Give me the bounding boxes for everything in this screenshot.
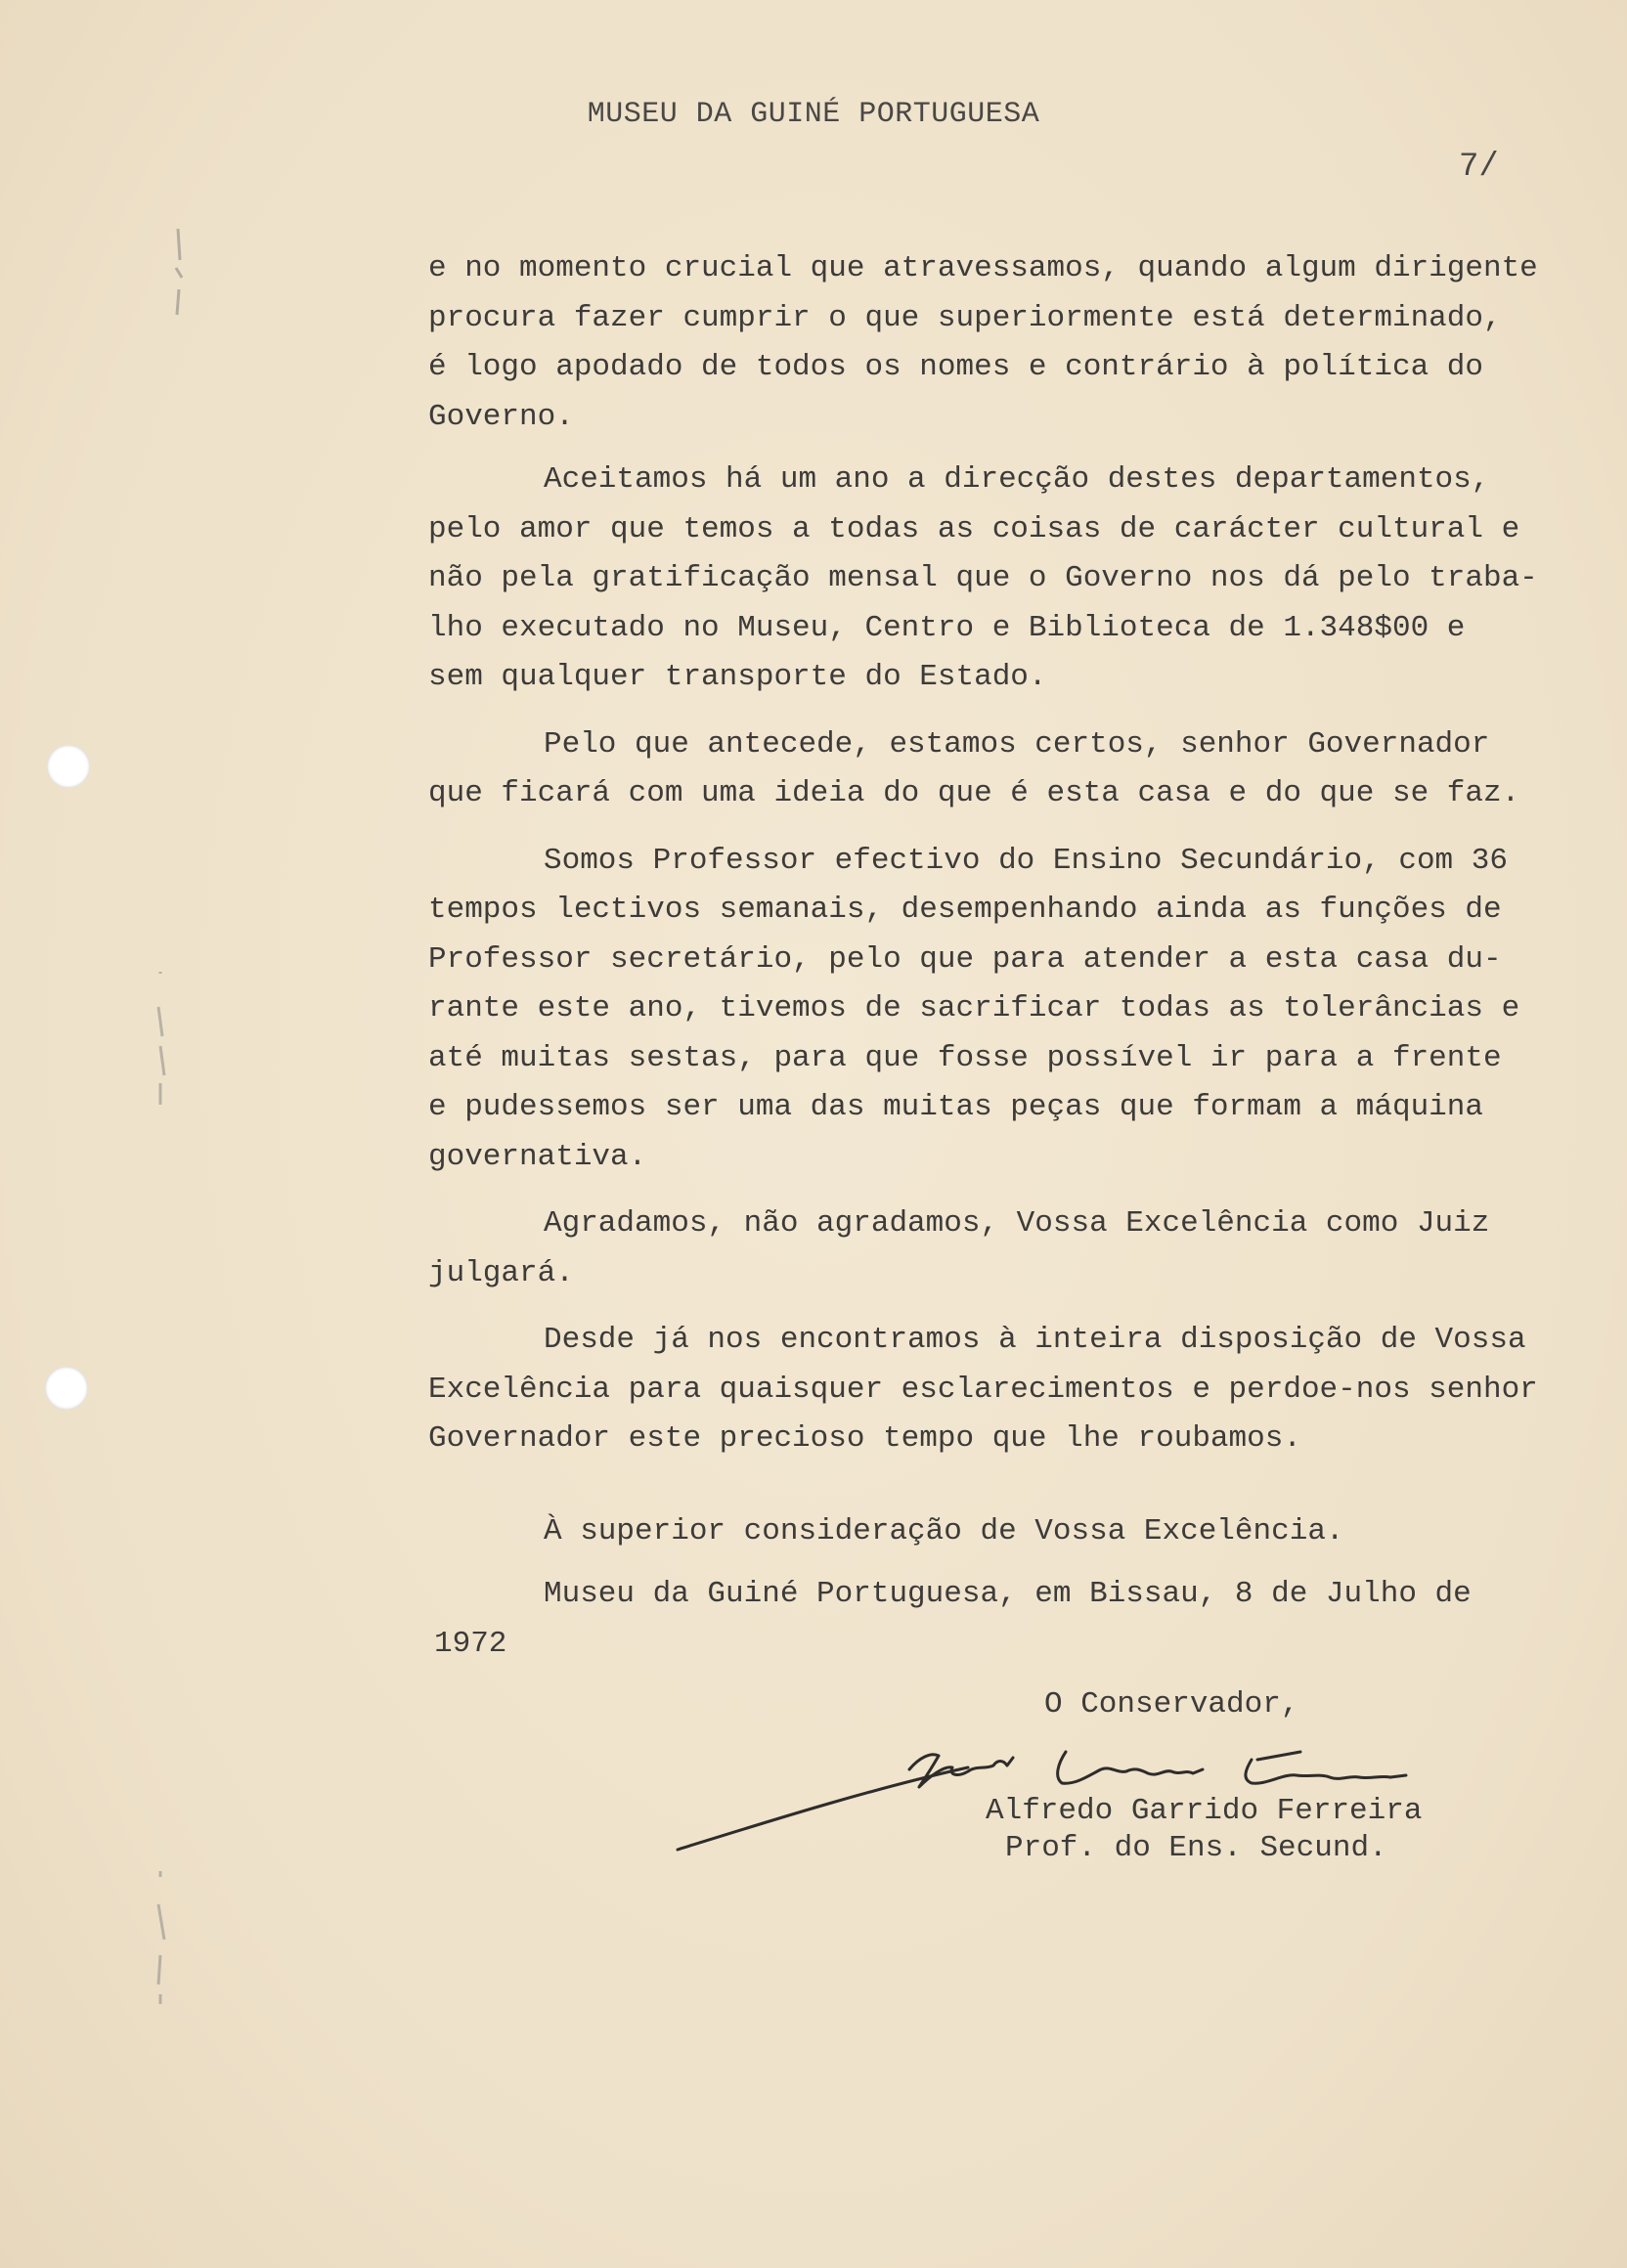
text-line: lho executado no Museu, Centro e Biblioteca de 1.348$00 e xyxy=(428,610,1466,645)
text-line: julgará. xyxy=(428,1255,574,1290)
text-line: que ficará com uma ideia do que é esta casa e do que se faz. xyxy=(428,776,1520,810)
text-line: Professor secretário, pelo que para atender a esta casa du- xyxy=(428,941,1502,977)
punch-hole-top xyxy=(47,745,90,788)
text-line: Aceitamos há um ano a direcção destes departamentos, xyxy=(544,462,1490,497)
text-line: Desde já nos encontramos à inteira disposição de Vossa xyxy=(544,1323,1526,1357)
paragraph-1 xyxy=(428,244,1621,442)
text-line: rante este ano, tivemos de sacrificar todas as tolerâncias e xyxy=(428,991,1520,1025)
text-line: Excelência para quaisquer esclarecimentos e perdoe-nos senhor xyxy=(428,1372,1538,1407)
paragraph-6 xyxy=(428,1316,1621,1464)
text-line: Governo. xyxy=(428,399,574,434)
letter-body xyxy=(428,244,1621,1669)
text-line: sem qualquer transporte do Estado. xyxy=(428,660,1047,694)
text-line: e pudessemos ser uma das muitas peças que formam a máquina xyxy=(428,1090,1483,1124)
text-line: pelo amor que temos a todas as coisas de carácter cultural e xyxy=(428,511,1520,546)
signatory-block xyxy=(986,1793,1422,1867)
text-line: Agradamos, não agradamos, Vossa Excelência como Juiz xyxy=(544,1206,1490,1241)
paragraph-8-dateline xyxy=(428,1570,1621,1669)
text-line: Pelo que antecede, estamos certos, senhor Governador xyxy=(544,726,1490,762)
text-line: tempos lectivos semanais, desempenhando ainda as funções de xyxy=(428,893,1502,927)
text-line: Museu da Guiné Portuguesa, em Bissau, 8 de Julho de xyxy=(544,1577,1472,1611)
letterhead-title: MUSEU DA GUINÉ PORTUGUESA xyxy=(587,98,1040,131)
paragraph-3 xyxy=(428,720,1621,819)
text-line: Somos Professor efectivo do Ensino Secundário, com 36 xyxy=(544,843,1508,878)
staple-mark-top xyxy=(164,221,194,358)
text-line-year: 1972 xyxy=(434,1626,507,1661)
text-line: até muitas sestas, para que fosse possível ir para a frente xyxy=(428,1040,1502,1075)
paragraph-7 xyxy=(428,1507,1621,1557)
text-line: e no momento crucial que atravessamos, quando algum dirigente xyxy=(428,251,1538,285)
text-line: é logo apodado de todos os nomes e contrário à política do xyxy=(428,350,1483,384)
text-line: não pela gratificação mensal que o Governo nos dá pelo traba- xyxy=(428,561,1538,595)
paragraph-2 xyxy=(428,456,1621,703)
staple-mark-middle xyxy=(147,968,176,1114)
closing-salutation: O Conservador, xyxy=(1044,1687,1299,1722)
text-line: Governador este precioso tempo que lhe roubamos. xyxy=(428,1421,1301,1456)
staple-mark-bottom xyxy=(145,1857,178,2014)
text-line: procura fazer cumprir o que superiormente está determinado, xyxy=(428,300,1502,335)
text-line: governativa. xyxy=(428,1139,647,1174)
paragraph-5 xyxy=(428,1199,1621,1298)
punch-hole-bottom xyxy=(45,1367,88,1410)
page-number: 7/ xyxy=(1459,149,1499,186)
paragraph-4 xyxy=(428,837,1621,1183)
signatory-title: Prof. do Ens. Secund. xyxy=(1005,1831,1387,1865)
text-line: À superior consideração de Vossa Excelência. xyxy=(544,1513,1344,1548)
signatory-name: Alfredo Garrido Ferreira xyxy=(986,1794,1423,1828)
